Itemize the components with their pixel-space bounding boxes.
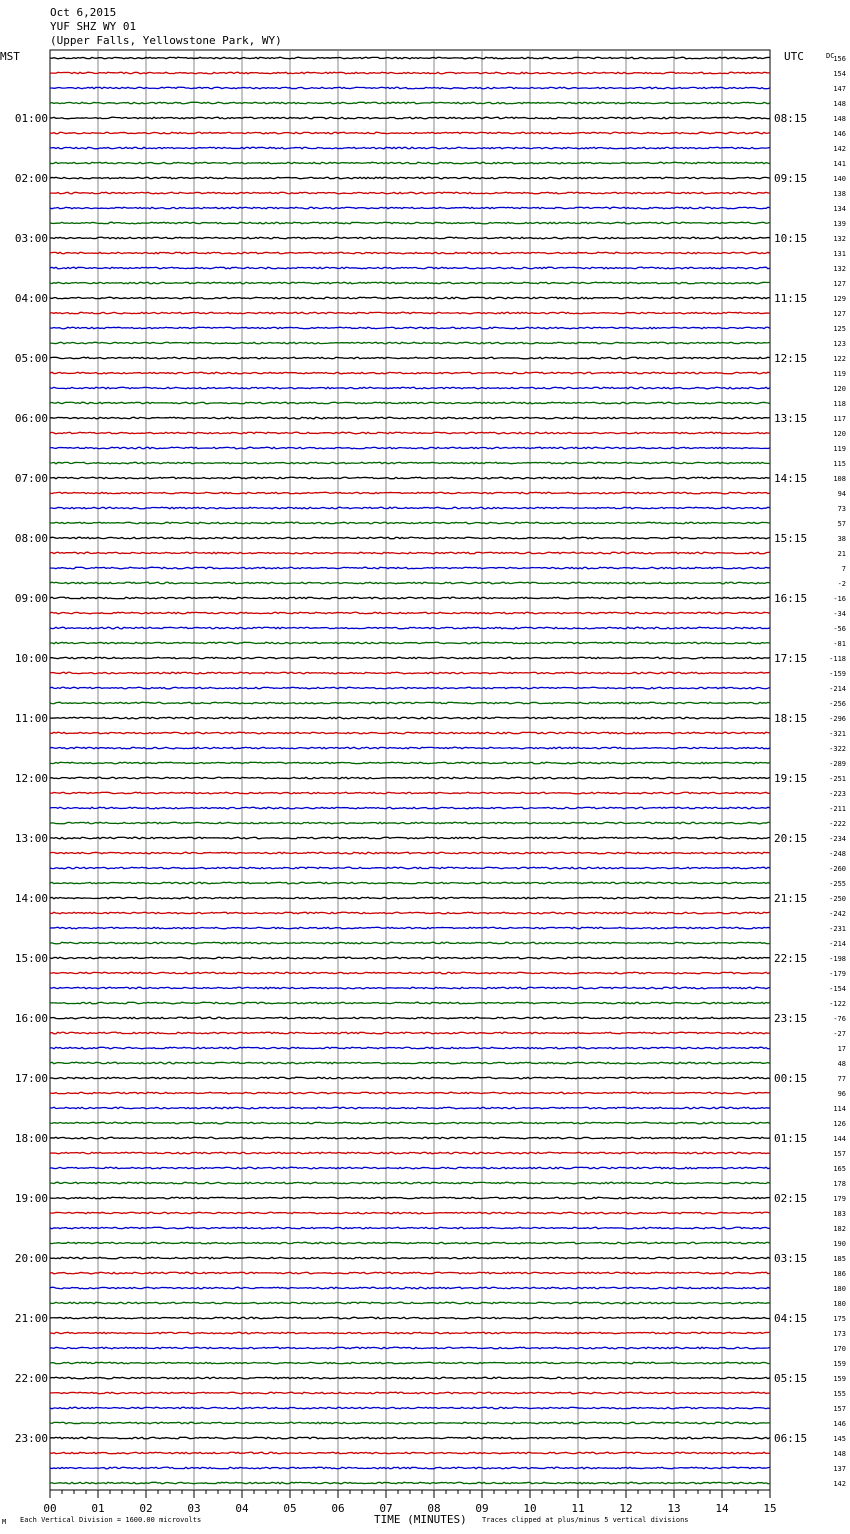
mst-hour-label: 04:00 — [14, 292, 48, 305]
mst-hour-label: 07:00 — [14, 472, 48, 485]
dc-offset-label: -76 — [833, 1015, 846, 1023]
mst-hour-label: 03:00 — [14, 232, 48, 245]
corner-mark: M — [2, 1518, 7, 1526]
seismic-trace — [50, 1257, 770, 1259]
dc-offset-label: -211 — [829, 805, 846, 813]
dc-offset-label: -321 — [829, 730, 846, 738]
dc-offset-label: -56 — [833, 625, 846, 633]
dc-offset-label: 139 — [833, 220, 846, 228]
dc-offset-label: 123 — [833, 340, 846, 348]
seismic-trace — [50, 957, 770, 959]
x-tick-label: 02 — [139, 1502, 153, 1515]
seismic-trace — [50, 702, 770, 704]
seismic-trace — [50, 1332, 770, 1334]
dc-offset-label: 146 — [833, 130, 846, 138]
dc-offset-label: 120 — [833, 430, 846, 438]
dc-offset-label: -122 — [829, 1000, 846, 1008]
dc-offset-label: -242 — [829, 910, 846, 918]
chart-date: Oct 6,2015 — [50, 6, 117, 19]
seismic-trace — [50, 1377, 770, 1379]
seismic-trace — [50, 1407, 770, 1409]
seismic-trace — [50, 1422, 770, 1424]
utc-hour-label: 13:15 — [774, 412, 808, 425]
seismic-trace — [50, 327, 770, 329]
dc-offset-label: 159 — [833, 1360, 846, 1368]
utc-hour-label: 08:15 — [774, 112, 808, 125]
dc-offset-label: 132 — [833, 235, 846, 243]
x-tick-label: 06 — [331, 1502, 345, 1515]
dc-offset-label: -322 — [829, 745, 846, 753]
seismic-trace — [50, 537, 770, 539]
mst-hour-label: 15:00 — [14, 952, 48, 965]
seismic-trace — [50, 147, 770, 149]
utc-hour-label: 10:15 — [774, 232, 808, 245]
x-tick-label: 13 — [667, 1502, 681, 1515]
utc-hour-label: 20:15 — [774, 832, 808, 845]
mst-hour-label: 18:00 — [14, 1132, 48, 1145]
seismic-trace — [50, 1092, 770, 1094]
seismic-trace — [50, 582, 770, 584]
seismic-trace — [50, 1002, 770, 1004]
dc-offset-label: 114 — [833, 1105, 846, 1113]
utc-hour-label: 14:15 — [774, 472, 808, 485]
seismic-trace — [50, 162, 770, 164]
dc-offset-label: 126 — [833, 1120, 846, 1128]
dc-offset-label: 175 — [833, 1315, 846, 1323]
x-tick-label: 03 — [187, 1502, 201, 1515]
dc-offset-label: 180 — [833, 1285, 846, 1293]
utc-hour-label: 16:15 — [774, 592, 808, 605]
mst-hour-label: 05:00 — [14, 352, 48, 365]
seismic-trace — [50, 837, 770, 839]
seismic-trace — [50, 807, 770, 809]
dc-offset-label: 142 — [833, 1480, 846, 1488]
mst-hour-label: 13:00 — [14, 832, 48, 845]
seismic-trace — [50, 687, 770, 689]
utc-hour-label: 17:15 — [774, 652, 808, 665]
utc-hour-label: 15:15 — [774, 532, 808, 545]
utc-hour-label: 06:15 — [774, 1432, 808, 1445]
seismic-trace — [50, 1317, 770, 1319]
seismic-trace — [50, 1242, 770, 1244]
dc-offset-label: 142 — [833, 145, 846, 153]
x-tick-label: 15 — [763, 1502, 777, 1515]
seismic-trace — [50, 672, 770, 674]
x-tick-label: 08 — [427, 1502, 441, 1515]
dc-offset-label: 157 — [833, 1405, 846, 1413]
dc-offset-label: 140 — [833, 175, 846, 183]
x-tick-label: 09 — [475, 1502, 489, 1515]
utc-hour-label: 23:15 — [774, 1012, 808, 1025]
seismic-trace — [50, 477, 770, 479]
dc-offset-label: 119 — [833, 370, 846, 378]
dc-offset-label: 7 — [841, 565, 846, 573]
seismic-trace — [50, 732, 770, 734]
seismic-trace — [50, 552, 770, 554]
dc-offset-label: 159 — [833, 1375, 846, 1383]
dc-offset-label: 115 — [833, 460, 846, 468]
x-tick-label: 14 — [715, 1502, 729, 1515]
plot-frame — [50, 50, 770, 1490]
seismic-trace — [50, 267, 770, 269]
dc-offset-label: 170 — [833, 1345, 846, 1353]
seismic-trace — [50, 1392, 770, 1394]
dc-offset-label: 137 — [833, 1465, 846, 1473]
seismic-trace — [50, 357, 770, 359]
dc-offset-label: -179 — [829, 970, 846, 978]
x-tick-label: 12 — [619, 1502, 633, 1515]
seismic-trace — [50, 1452, 770, 1454]
utc-hour-label: 11:15 — [774, 292, 808, 305]
dc-offset-label: 185 — [833, 1255, 846, 1263]
seismic-trace — [50, 297, 770, 299]
seismic-trace — [50, 1347, 770, 1349]
dc-offset-label: 144 — [833, 1135, 846, 1143]
seismic-trace — [50, 882, 770, 884]
mst-hour-label: 22:00 — [14, 1372, 48, 1385]
seismic-trace — [50, 1467, 770, 1469]
mst-hour-label: 16:00 — [14, 1012, 48, 1025]
seismic-trace — [50, 942, 770, 944]
dc-offset-label: 178 — [833, 1180, 846, 1188]
x-tick-label: 04 — [235, 1502, 249, 1515]
dc-offset-label: 122 — [833, 355, 846, 363]
seismic-trace — [50, 312, 770, 314]
dc-offset-label: 180 — [833, 1300, 846, 1308]
utc-hour-label: 12:15 — [774, 352, 808, 365]
x-axis-label: TIME (MINUTES) — [374, 1513, 467, 1526]
mst-hour-label: 23:00 — [14, 1432, 48, 1445]
seismic-trace — [50, 972, 770, 974]
x-tick-label: 01 — [91, 1502, 105, 1515]
seismic-trace — [50, 1167, 770, 1169]
dc-offset-label: 119 — [833, 445, 846, 453]
mst-hour-label: 19:00 — [14, 1192, 48, 1205]
seismic-trace — [50, 372, 770, 374]
mst-hour-label: 21:00 — [14, 1312, 48, 1325]
seismic-trace — [50, 777, 770, 779]
dc-offset-label: -260 — [829, 865, 846, 873]
utc-hour-label: 19:15 — [774, 772, 808, 785]
dc-offset-label: -248 — [829, 850, 846, 858]
utc-hour-label: 01:15 — [774, 1132, 808, 1145]
dc-offset-label: -198 — [829, 955, 846, 963]
dc-offset-label: 141 — [833, 160, 846, 168]
dc-offset-label: 134 — [833, 205, 846, 213]
left-axis-label: MST — [0, 50, 20, 63]
dc-offset-label: -34 — [833, 610, 846, 618]
dc-offset-label: -250 — [829, 895, 846, 903]
seismic-trace — [50, 1107, 770, 1109]
seismic-trace — [50, 57, 770, 59]
dc-offset-label: -154 — [829, 985, 846, 993]
dc-offset-label: 147 — [833, 85, 846, 93]
seismic-trace — [50, 1212, 770, 1214]
seismic-trace — [50, 132, 770, 134]
dc-offset-label: 125 — [833, 325, 846, 333]
dc-offset-label: -223 — [829, 790, 846, 798]
mst-hour-label: 02:00 — [14, 172, 48, 185]
seismic-trace — [50, 597, 770, 599]
dc-offset-label: 155 — [833, 1390, 846, 1398]
dc-offset-label: 57 — [837, 520, 846, 528]
seismic-trace — [50, 627, 770, 629]
x-tick-label: 11 — [571, 1502, 585, 1515]
seismic-trace — [50, 192, 770, 194]
seismic-trace — [50, 507, 770, 509]
seismic-trace — [50, 747, 770, 749]
seismic-trace — [50, 102, 770, 104]
dc-offset-label: 120 — [833, 385, 846, 393]
mst-hour-label: 12:00 — [14, 772, 48, 785]
dc-offset-label: 131 — [833, 250, 846, 258]
seismic-trace — [50, 252, 770, 254]
seismic-trace — [50, 1227, 770, 1229]
seismic-trace — [50, 1062, 770, 1064]
utc-hour-label: 04:15 — [774, 1312, 808, 1325]
mst-hour-label: 06:00 — [14, 412, 48, 425]
dc-offset-label: -81 — [833, 640, 846, 648]
mst-hour-label: 10:00 — [14, 652, 48, 665]
dc-offset-label: 182 — [833, 1225, 846, 1233]
utc-hour-label: 22:15 — [774, 952, 808, 965]
dc-offset-label: 183 — [833, 1210, 846, 1218]
x-tick-label: 10 — [523, 1502, 537, 1515]
seismic-trace — [50, 897, 770, 899]
seismic-trace — [50, 657, 770, 659]
mst-hour-label: 09:00 — [14, 592, 48, 605]
seismic-trace — [50, 1287, 770, 1289]
dc-offset-label: 148 — [833, 100, 846, 108]
utc-hour-label: 02:15 — [774, 1192, 808, 1205]
utc-hour-label: 03:15 — [774, 1252, 808, 1265]
dc-offset-label: 145 — [833, 1435, 846, 1443]
dc-offset-label: 118 — [833, 400, 846, 408]
dc-offset-label: 146 — [833, 1420, 846, 1428]
station-code: YUF SHZ WY 01 — [50, 20, 137, 33]
dc-offset-label: 173 — [833, 1330, 846, 1338]
dc-offset-label: -296 — [829, 715, 846, 723]
dc-offset-label: 148 — [833, 1450, 846, 1458]
seismic-trace — [50, 987, 770, 989]
seismic-trace — [50, 342, 770, 344]
seismic-trace — [50, 1272, 770, 1274]
x-tick-label: 00 — [43, 1502, 57, 1515]
dc-offset-label: -289 — [829, 760, 846, 768]
dc-offset-label: 77 — [837, 1075, 846, 1083]
seismic-trace — [50, 432, 770, 434]
dc-offset-label: 165 — [833, 1165, 846, 1173]
seismic-trace — [50, 1302, 770, 1304]
right-axis-label: UTC — [784, 50, 804, 63]
seismic-trace — [50, 522, 770, 524]
seismic-trace — [50, 1032, 770, 1034]
seismic-trace — [50, 237, 770, 239]
seismic-trace — [50, 1077, 770, 1079]
seismic-trace — [50, 1017, 770, 1019]
dc-offset-label: 179 — [833, 1195, 846, 1203]
scale-note: Each Vertical Division = 1600.00 microvolts — [20, 1516, 202, 1524]
dc-offset-label: -2 — [837, 580, 846, 588]
seismic-trace — [50, 87, 770, 89]
seismic-trace — [50, 72, 770, 74]
mst-hour-label: 14:00 — [14, 892, 48, 905]
dc-offset-label: 129 — [833, 295, 846, 303]
dc-offset-label: 190 — [833, 1240, 846, 1248]
seismic-trace — [50, 492, 770, 494]
dc-offset-label: -222 — [829, 820, 846, 828]
dc-offset-label: 154 — [833, 70, 846, 78]
utc-hour-label: 21:15 — [774, 892, 808, 905]
dc-offset-label: -255 — [829, 880, 846, 888]
dc-offset-label: -214 — [829, 940, 846, 948]
seismic-trace — [50, 117, 770, 119]
dc-offset-label: -16 — [833, 595, 846, 603]
dc-offset-label: -234 — [829, 835, 846, 843]
seismic-trace — [50, 447, 770, 449]
seismic-trace — [50, 1437, 770, 1439]
seismic-trace — [50, 1182, 770, 1184]
dc-offset-label: -159 — [829, 670, 846, 678]
seismic-trace — [50, 1122, 770, 1124]
dc-offset-label: 108 — [833, 475, 846, 483]
seismic-trace — [50, 762, 770, 764]
dc-offset-label: 38 — [837, 535, 846, 543]
dc-offset-label: 21 — [837, 550, 846, 558]
seismic-trace — [50, 927, 770, 929]
mst-hour-label: 20:00 — [14, 1252, 48, 1265]
seismic-trace — [50, 207, 770, 209]
dc-offset-label: 73 — [837, 505, 846, 513]
dc-offset-label: 96 — [837, 1090, 846, 1098]
labels — [15, 55, 846, 1515]
dc-offset-label: 156 — [833, 55, 846, 63]
seismic-trace — [50, 177, 770, 179]
dc-offset-label: 157 — [833, 1150, 846, 1158]
dc-offset-label: 94 — [837, 490, 846, 498]
clip-note: Traces clipped at plus/minus 5 vertical divisions — [482, 1516, 689, 1524]
station-location: (Upper Falls, Yellowstone Park, WY) — [50, 34, 282, 47]
dc-label: DC — [826, 52, 835, 60]
traces — [50, 57, 770, 1484]
dc-offset-label: 127 — [833, 310, 846, 318]
seismic-trace — [50, 1047, 770, 1049]
dc-offset-label: 17 — [837, 1045, 846, 1053]
seismic-trace — [50, 387, 770, 389]
dc-offset-label: 138 — [833, 190, 846, 198]
seismic-trace — [50, 792, 770, 794]
seismic-trace — [50, 282, 770, 284]
seismic-trace — [50, 717, 770, 719]
dc-offset-label: -27 — [833, 1030, 846, 1038]
x-tick-label: 05 — [283, 1502, 297, 1515]
seismic-trace — [50, 1482, 770, 1484]
dc-offset-label: -256 — [829, 700, 846, 708]
dc-offset-label: 117 — [833, 415, 846, 423]
seismic-trace — [50, 1137, 770, 1139]
seismic-trace — [50, 642, 770, 644]
utc-hour-label: 09:15 — [774, 172, 808, 185]
dc-offset-label: -214 — [829, 685, 846, 693]
dc-offset-label: 132 — [833, 265, 846, 273]
mst-hour-label: 08:00 — [14, 532, 48, 545]
dc-offset-label: -251 — [829, 775, 846, 783]
utc-hour-label: 05:15 — [774, 1372, 808, 1385]
seismic-trace — [50, 402, 770, 404]
dc-offset-label: -118 — [829, 655, 846, 663]
seismic-trace — [50, 852, 770, 854]
seismic-trace — [50, 417, 770, 419]
mst-hour-label: 11:00 — [14, 712, 48, 725]
dc-offset-label: 186 — [833, 1270, 846, 1278]
dc-offset-label: 127 — [833, 280, 846, 288]
seismic-trace — [50, 822, 770, 824]
dc-offset-label: -231 — [829, 925, 846, 933]
seismic-trace — [50, 912, 770, 914]
mst-hour-label: 01:00 — [14, 112, 48, 125]
seismic-trace — [50, 867, 770, 869]
seismic-trace — [50, 222, 770, 224]
dc-offset-label: 48 — [837, 1060, 846, 1068]
seismic-trace — [50, 612, 770, 614]
dc-offset-label: 148 — [833, 115, 846, 123]
utc-hour-label: 18:15 — [774, 712, 808, 725]
utc-hour-label: 00:15 — [774, 1072, 808, 1085]
mst-hour-label: 17:00 — [14, 1072, 48, 1085]
seismic-trace — [50, 1362, 770, 1364]
x-tick-label: 07 — [379, 1502, 393, 1515]
seismic-trace — [50, 1152, 770, 1154]
seismic-trace — [50, 462, 770, 464]
seismic-trace — [50, 567, 770, 569]
seismic-trace — [50, 1197, 770, 1199]
